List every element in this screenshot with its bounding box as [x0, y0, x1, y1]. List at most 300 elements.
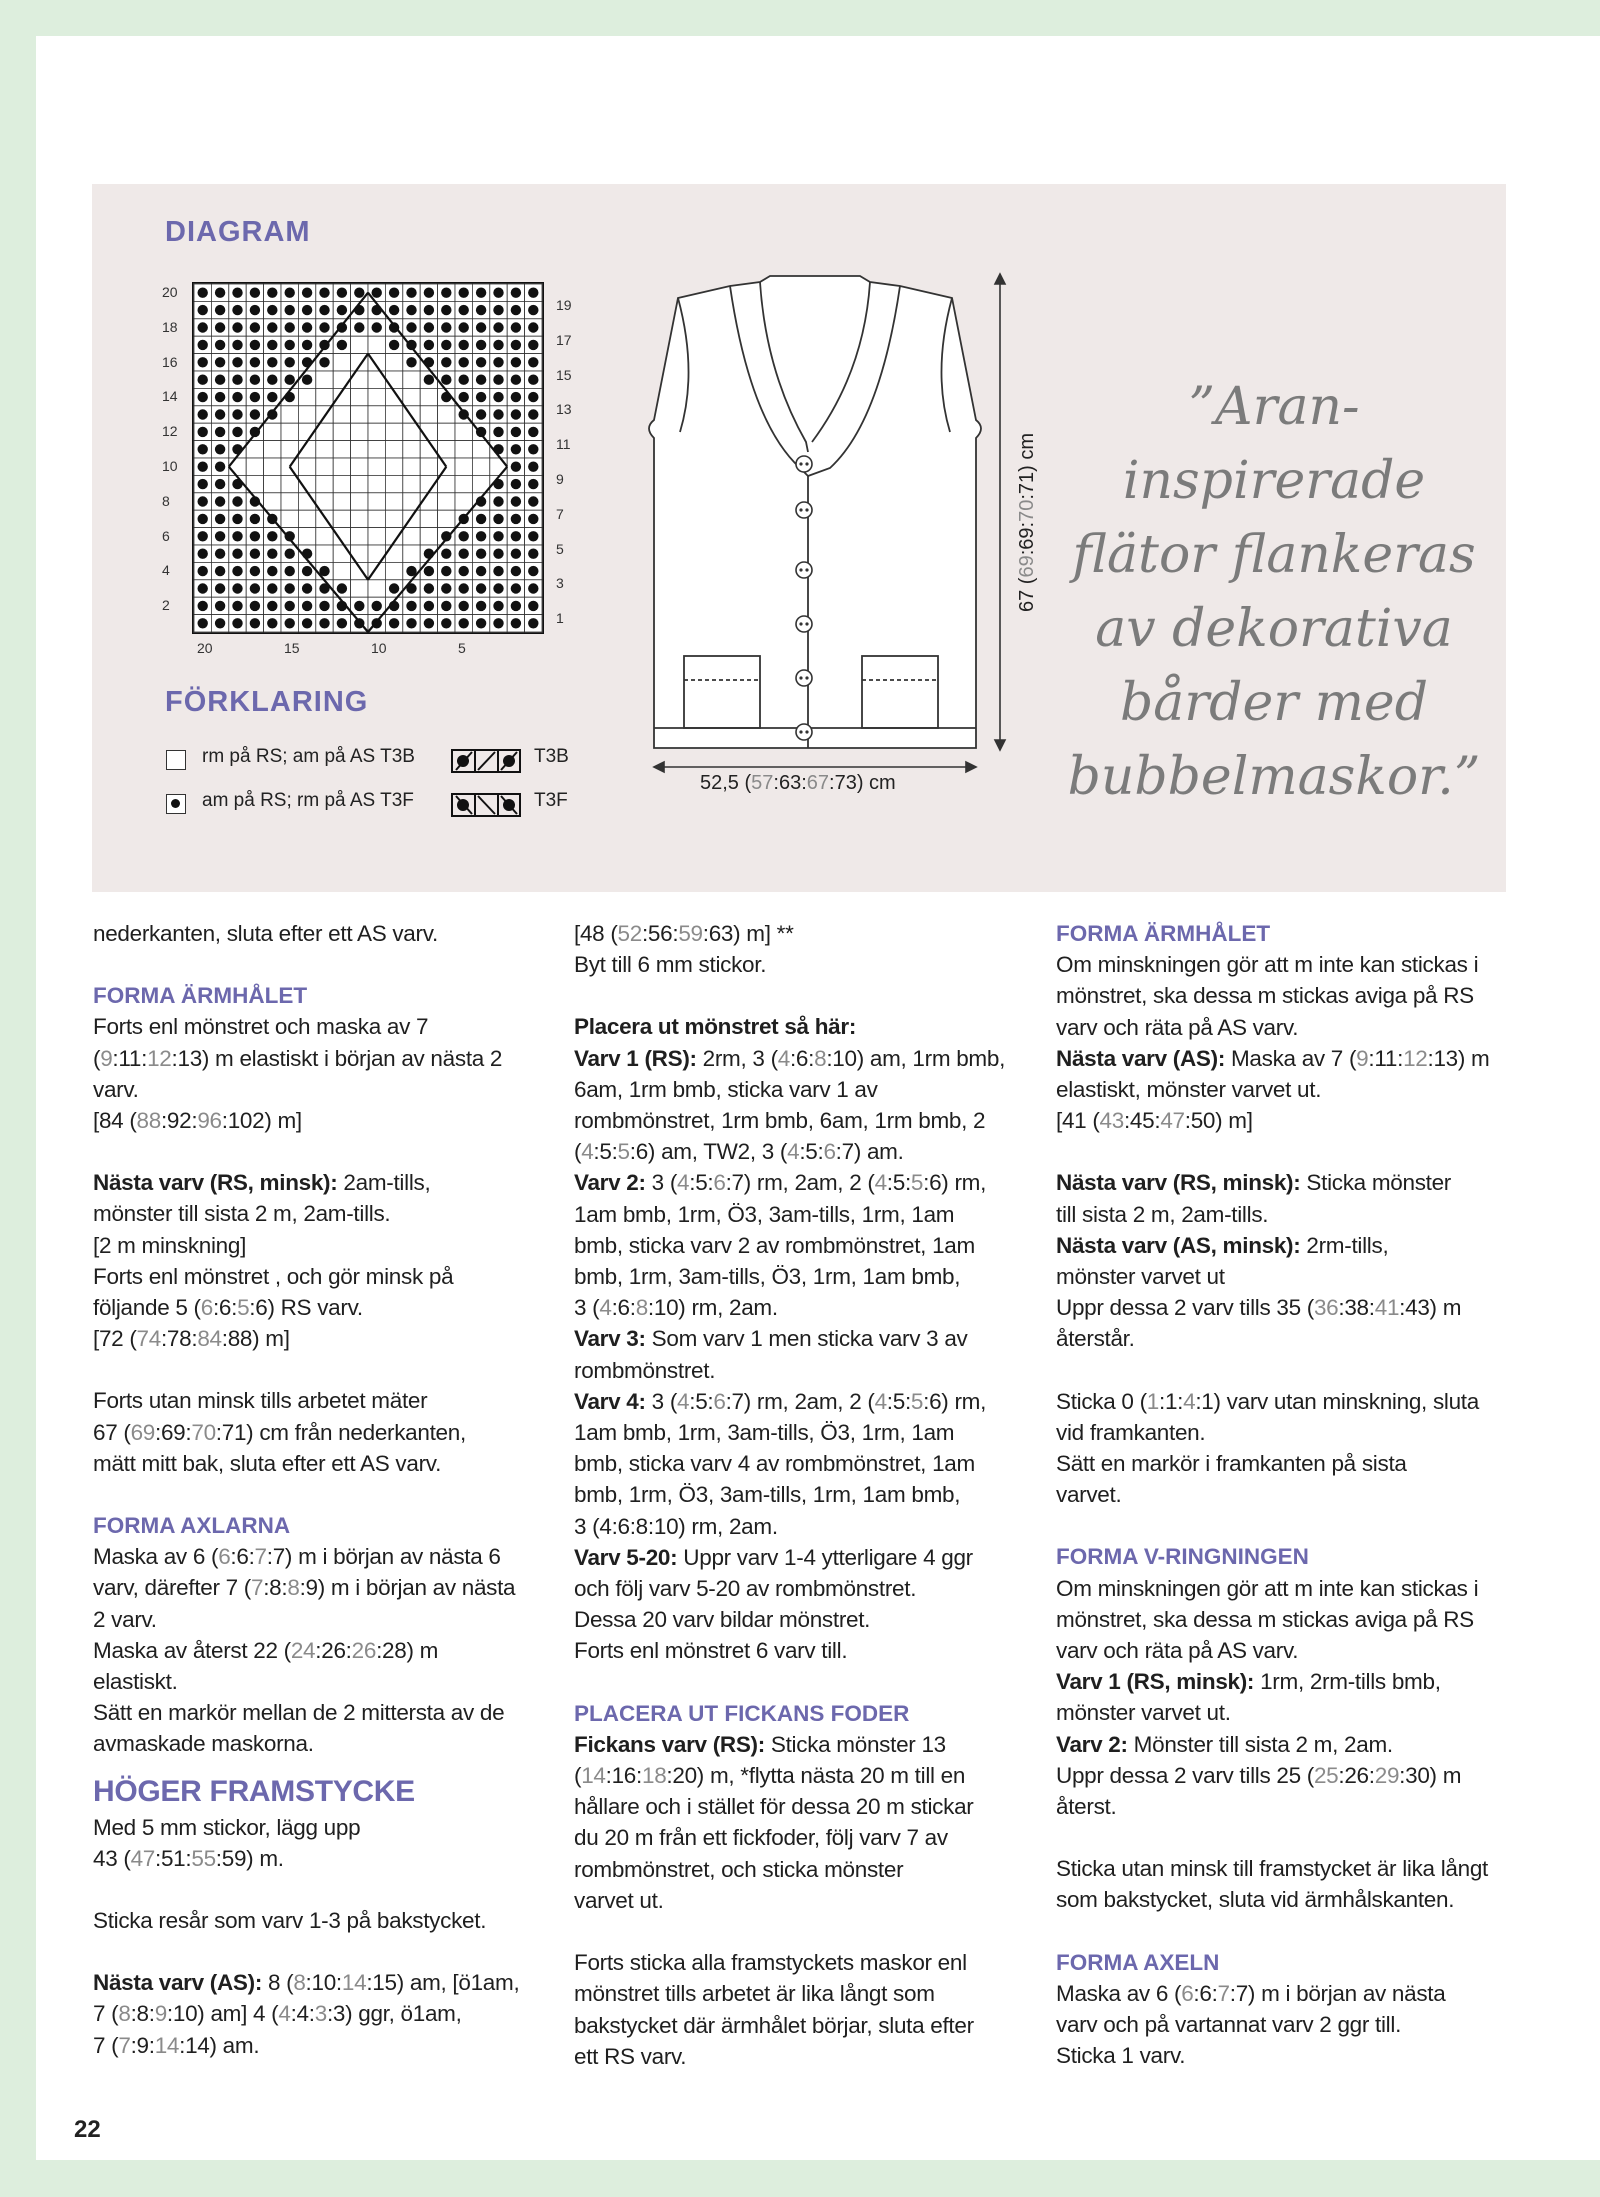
purl-dot — [215, 305, 225, 315]
chart-cell — [403, 441, 420, 458]
purl-dot — [198, 444, 208, 454]
purl-dot — [198, 392, 208, 402]
chart-cell — [316, 388, 333, 405]
purl-dot — [250, 340, 260, 350]
cable-label-t3b: T3B — [534, 746, 569, 767]
purl-dot — [441, 566, 451, 576]
chart-cell — [281, 493, 298, 510]
purl-dot — [215, 357, 225, 367]
purl-dot — [285, 566, 295, 576]
text-column-1: nederkanten, sluta efter ett AS varv. FORMA ÄRMHÅLET Forts enl mönstret och maska av 7 (9:11:12:13) m elastiskt i början av nästa 2 varv. [84 (88:92:96:102) m] Nästa varv (RS, minsk): 2am-tills, mönster till sista 2 m, 2am-tills. [2 m minskning] Forts enl mönstret , och gör minsk på följande 5 (6:6:5:6) RS varv. [72 (74:78:84:88) m] Forts utan minsk tills arbetet mäter 67 (69:69:70:71) cm från nederkanten, mätt mitt bak, sluta efter ett AS varv. FORMA AXLARNA Maska av 6 (6:6:7:7) m i början av nästa 6 varv, därefter 7 (7:8:8:9) m i början av nästa 2 varv. Maska av återst 22 (24:26:26:28) m elastiskt. Sätt en markör mellan de 2 mittersta av de avmaskade maskorna. HÖGER FRAMSTYCKE Med 5 mm stickor, lägg upp 43 (47:51:55:59) m. Sticka resår som varv 1-3 på bakstycket. Nästa varv (AS): 8 (8:10:14:15) am, [ö1am, 7 (8:8:9:10) am] 4 (4:4:3:3) ggr, ö1am, 7 (7:9:14:14) am. — [93, 918, 549, 2061]
purl-dot — [476, 583, 486, 593]
purl-dot — [267, 375, 277, 385]
purl-dot — [319, 288, 329, 298]
purl-dot — [424, 601, 434, 611]
chart-cell — [420, 388, 437, 405]
chart-cell — [438, 475, 455, 492]
purl-dot — [511, 427, 521, 437]
chart-cell — [333, 510, 350, 527]
purl-dot — [441, 375, 451, 385]
chart-cell — [368, 493, 385, 510]
chart-cell — [264, 458, 281, 475]
purl-dot — [250, 322, 260, 332]
purl-dot — [215, 392, 225, 402]
purl-dot — [232, 496, 242, 506]
purl-dot — [198, 357, 208, 367]
chart-cell — [298, 510, 315, 527]
purl-dot — [424, 375, 434, 385]
section-heading: FORMA AXELN — [1056, 1949, 1220, 1975]
chart-cell — [281, 475, 298, 492]
chart-cell — [455, 493, 472, 510]
purl-dot — [511, 601, 521, 611]
purl-dot — [476, 618, 486, 628]
chart-cell — [385, 458, 402, 475]
purl-dot — [476, 288, 486, 298]
purl-dot — [302, 322, 312, 332]
chart-cell — [351, 441, 368, 458]
purl-dot — [285, 322, 295, 332]
chart-cell — [420, 458, 437, 475]
purl-dot — [215, 496, 225, 506]
chart-cell — [316, 458, 333, 475]
chart-cell — [333, 423, 350, 440]
chart-cell — [385, 493, 402, 510]
chart-cell — [264, 441, 281, 458]
purl-dot — [215, 583, 225, 593]
purl-dot — [198, 409, 208, 419]
chart-cell — [333, 475, 350, 492]
purl-dot — [267, 322, 277, 332]
diagram-heading: DIAGRAM — [165, 216, 311, 248]
row-label: 5 — [556, 540, 564, 557]
purl-dot — [511, 549, 521, 559]
chart-cell — [368, 388, 385, 405]
purl-dot — [198, 496, 208, 506]
purl-dot — [215, 288, 225, 298]
chart-cell — [298, 406, 315, 423]
purl-dot — [493, 583, 503, 593]
purl-dot — [337, 305, 347, 315]
purl-dot — [511, 444, 521, 454]
chart-cell — [403, 528, 420, 545]
cable-symbols — [450, 748, 524, 820]
purl-dot — [441, 618, 451, 628]
purl-dot — [424, 583, 434, 593]
purl-dot — [406, 288, 416, 298]
purl-dot — [493, 618, 503, 628]
purl-dot — [285, 357, 295, 367]
purl-dot — [476, 305, 486, 315]
row-label: 18 — [162, 318, 178, 335]
section-heading: FORMA AXLARNA — [93, 1513, 291, 1539]
chart-cell — [385, 441, 402, 458]
purl-dot — [215, 531, 225, 541]
purl-dot — [198, 305, 208, 315]
purl-dot — [528, 392, 538, 402]
chart-cell — [351, 406, 368, 423]
legend-item-1: rm på RS; am på AS T3B — [202, 746, 415, 767]
purl-dot — [441, 340, 451, 350]
purl-dot — [250, 618, 260, 628]
purl-dot — [493, 322, 503, 332]
purl-dot — [285, 583, 295, 593]
purl-dot — [285, 305, 295, 315]
chart-cell — [351, 336, 368, 353]
purl-dot — [337, 618, 347, 628]
purl-dot — [493, 496, 503, 506]
purl-dot — [267, 392, 277, 402]
purl-dot — [250, 375, 260, 385]
purl-dot — [511, 305, 521, 315]
purl-dot — [493, 305, 503, 315]
chart-cell — [438, 441, 455, 458]
purl-dot — [198, 479, 208, 489]
purl-dot — [354, 601, 364, 611]
purl-dot — [215, 479, 225, 489]
purl-dot — [476, 322, 486, 332]
purl-dot — [528, 531, 538, 541]
chart-cell — [385, 354, 402, 371]
purl-dot — [267, 583, 277, 593]
column-label: 5 — [458, 640, 466, 656]
row-label: 11 — [556, 436, 571, 453]
purl-dot — [337, 340, 347, 350]
chart-cell — [385, 510, 402, 527]
chart-cell — [455, 458, 472, 475]
chart-cell — [333, 441, 350, 458]
purl-dot — [372, 601, 382, 611]
purl-dot — [511, 583, 521, 593]
purl-dot — [406, 305, 416, 315]
purl-dot — [476, 531, 486, 541]
purl-dot — [267, 566, 277, 576]
purl-dot — [250, 549, 260, 559]
purl-dot — [232, 340, 242, 350]
purl-dot — [267, 357, 277, 367]
cable-label-t3f: T3F — [534, 790, 568, 811]
purl-dot — [493, 340, 503, 350]
purl-dot — [302, 566, 312, 576]
purl-dot — [250, 409, 260, 419]
purl-dot — [511, 409, 521, 419]
chart-cell — [246, 458, 263, 475]
purl-dot — [372, 288, 382, 298]
section-heading: PLACERA UT FICKANS FODER — [574, 1700, 910, 1726]
purl-dot — [528, 322, 538, 332]
purl-dot — [319, 305, 329, 315]
row-label: 7 — [556, 505, 564, 522]
purl-dot — [528, 357, 538, 367]
purl-dot — [389, 583, 399, 593]
purl-dot — [493, 531, 503, 541]
text-column-2: [48 (52:56:59:63) m] ** Byt till 6 mm stickor. Placera ut mönstret så här: Varv 1 (RS): 2rm, 3 (4:6:8:10) am, 1rm bmb, 6am, 1rm bmb, sticka varv 1 av rombmönstret, 1rm bmb, 6am, 1rm bmb, 2 (4:5:5:6) am, TW2, 3 (4:5:6:7) am. Varv 2: 3 (4:5:6:7) rm, 2am, 2 (4:5:5:6) rm, 1am bmb, 1rm, Ö3, 3am-tills, 1rm, 1am bmb, sticka varv 2 av rombmönstret, 1am bmb, 1rm, 3am-tills, Ö3, 1rm, 1am bmb, 3 (4:6:8:10) rm, 2am. Varv 3: Som varv 1 men sticka varv 3 av rombmönstret. Varv 4: 3 (4:5:6:7) rm, 2am, 2 (4:5:5:6) rm, 1am bmb, 1rm, 3am-tills, Ö3, 1rm, 1am bmb, sticka varv 4 av rombmönstret, 1am bmb, 1rm, Ö3, 3am-tills, 1rm, 1am bmb, 3 (4:6:8:10) rm, 2am. Varv 5-20: Uppr varv 1-4 ytterligare 4 ggr och följ varv 5-20 av rombmönstret. Dessa 20 varv bildar mönstret. Forts enl mönstret 6 varv till. PLACERA UT FICKANS FODER Fickans varv (RS): Sticka mönster 13 (14:16:18:20) m, *flytta nästa 20 m till en hållare och i stället för dessa 20 m stickar du 20 m från ett fickfoder, följ varv 7 av rombmönstret, och sticka mönster varvet ut. Forts sticka alla framstyckets maskor enl mönstret tills arbetet är lika långt som bakstycket där ärmhålet börjar, sluta efter ett RS varv. — [574, 918, 1030, 2072]
row-label: 16 — [162, 353, 178, 370]
purl-dot — [424, 340, 434, 350]
row-label: 14 — [162, 388, 178, 405]
row-label: 20 — [162, 284, 178, 300]
purl-dot — [528, 409, 538, 419]
purl-dot — [250, 357, 260, 367]
purl-dot — [424, 305, 434, 315]
chart-cell — [368, 336, 385, 353]
column-label: 10 — [371, 640, 387, 656]
chart-cell — [281, 423, 298, 440]
chart-cell — [472, 458, 489, 475]
chart-cell — [438, 510, 455, 527]
purl-dot — [493, 392, 503, 402]
purl-dot — [528, 479, 538, 489]
section-title: HÖGER FRAMSTYCKE — [93, 1774, 415, 1808]
chart-cell — [438, 423, 455, 440]
section-heading: FORMA ÄRMHÅLET — [1056, 921, 1271, 946]
purl-dot — [232, 601, 242, 611]
chart-cell — [403, 458, 420, 475]
row-label: 8 — [162, 492, 170, 509]
chart-cell — [351, 580, 368, 597]
purl-dot — [528, 427, 538, 437]
purl-dot — [198, 462, 208, 472]
purl-dot — [198, 340, 208, 350]
purl-dot — [232, 375, 242, 385]
purl-dot — [441, 288, 451, 298]
purl-dot — [406, 357, 416, 367]
purl-dot — [459, 288, 469, 298]
purl-dot — [267, 340, 277, 350]
purl-dot — [267, 288, 277, 298]
purl-dot — [285, 549, 295, 559]
purl-dot — [459, 305, 469, 315]
knitting-chart — [192, 282, 544, 634]
purl-dot — [198, 566, 208, 576]
purl-dot — [528, 340, 538, 350]
purl-dot — [285, 340, 295, 350]
chart-cell — [455, 423, 472, 440]
purl-dot — [528, 462, 538, 472]
chart-cell — [264, 493, 281, 510]
purl-dot — [441, 322, 451, 332]
purl-dot — [476, 409, 486, 419]
chart-cell — [368, 580, 385, 597]
chart-cell — [333, 562, 350, 579]
purl-dot — [198, 618, 208, 628]
chart-cell — [351, 475, 368, 492]
purl-dot — [493, 375, 503, 385]
purl-dot — [232, 357, 242, 367]
purl-dot — [215, 549, 225, 559]
purl-dot — [250, 392, 260, 402]
purl-dot — [459, 357, 469, 367]
height-measurement: 67 (69:69:70:71) cm — [1016, 432, 1038, 612]
purl-dot — [389, 618, 399, 628]
purl-dot — [285, 618, 295, 628]
column-label: 20 — [197, 640, 213, 656]
legend-heading: FÖRKLARING — [165, 686, 369, 718]
row-label: 19 — [556, 297, 572, 313]
purl-dot — [302, 375, 312, 385]
chart-cell — [385, 562, 402, 579]
purl-dot — [459, 583, 469, 593]
purl-dot — [232, 618, 242, 628]
purl-dot — [528, 583, 538, 593]
row-label: 4 — [162, 562, 170, 579]
chart-cell — [385, 545, 402, 562]
purl-dot — [215, 601, 225, 611]
purl-dot — [511, 479, 521, 489]
purl-dot — [285, 601, 295, 611]
chart-cell — [351, 528, 368, 545]
row-label: 13 — [556, 401, 572, 418]
chart-cell — [351, 493, 368, 510]
purl-dot — [459, 601, 469, 611]
purl-dot — [302, 340, 312, 350]
purl-dot — [459, 566, 469, 576]
purl-dot — [250, 566, 260, 576]
purl-dot — [250, 531, 260, 541]
row-label: 9 — [556, 471, 564, 487]
purl-dot — [476, 375, 486, 385]
chart-cell — [333, 371, 350, 388]
purl-dot — [493, 514, 503, 524]
purl-dot — [198, 514, 208, 524]
purl-dot — [337, 288, 347, 298]
chart-cell — [403, 388, 420, 405]
purl-dot — [198, 322, 208, 332]
chart-cell — [264, 423, 281, 440]
purl-dot — [528, 618, 538, 628]
purl-dot — [528, 496, 538, 506]
width-measurement: 52,5 (57:63:67:73) cm — [700, 772, 896, 794]
purl-dot — [476, 514, 486, 524]
chart-cell — [368, 510, 385, 527]
purl-dot — [198, 288, 208, 298]
purl-dot — [528, 444, 538, 454]
chart-cell — [264, 475, 281, 492]
knit-stitch-symbol — [166, 750, 186, 770]
chart-cell — [316, 528, 333, 545]
legend-item-2: am på RS; rm på AS T3F — [202, 790, 414, 811]
purl-dot — [441, 583, 451, 593]
vest-schematic — [640, 262, 1040, 792]
purl-dot — [215, 618, 225, 628]
purl-dot — [511, 322, 521, 332]
purl-dot — [250, 583, 260, 593]
purl-dot — [337, 583, 347, 593]
purl-dot — [267, 601, 277, 611]
row-label: 2 — [162, 597, 170, 614]
purl-dot — [285, 288, 295, 298]
chart-cell — [455, 441, 472, 458]
purl-dot — [319, 357, 329, 367]
row-label: 10 — [162, 458, 178, 474]
purl-dot — [459, 340, 469, 350]
purl-dot — [459, 531, 469, 541]
purl-dot — [372, 322, 382, 332]
chart-cell — [368, 458, 385, 475]
chart-cell — [351, 423, 368, 440]
chart-cell — [438, 406, 455, 423]
purl-dot — [476, 340, 486, 350]
purl-dot — [528, 288, 538, 298]
purl-dot — [406, 601, 416, 611]
purl-dot — [215, 409, 225, 419]
purl-dot — [493, 427, 503, 437]
purl-dot — [250, 514, 260, 524]
purl-dot — [493, 566, 503, 576]
purl-dot — [389, 340, 399, 350]
chart-cell — [333, 493, 350, 510]
purl-dot — [493, 288, 503, 298]
purl-dot — [511, 618, 521, 628]
purl-dot — [528, 566, 538, 576]
chart-cell — [403, 475, 420, 492]
row-label: 3 — [556, 575, 564, 592]
chart-cell — [420, 510, 437, 527]
purl-dot — [511, 566, 521, 576]
purl-dot — [528, 375, 538, 385]
purl-dot — [198, 601, 208, 611]
purl-dot — [459, 618, 469, 628]
purl-dot — [215, 322, 225, 332]
purl-dot — [476, 601, 486, 611]
purl-dot — [441, 601, 451, 611]
purl-dot — [215, 340, 225, 350]
purl-dot — [528, 549, 538, 559]
chart-cell — [490, 458, 507, 475]
row-label: 17 — [556, 331, 572, 348]
row-label: 6 — [162, 527, 170, 544]
purl-dot — [528, 305, 538, 315]
purl-dot — [476, 549, 486, 559]
purl-dot — [198, 583, 208, 593]
purl-dot — [511, 514, 521, 524]
purl-dot — [493, 409, 503, 419]
purl-dot — [511, 340, 521, 350]
chart-cell — [298, 528, 315, 545]
chart-cell — [420, 406, 437, 423]
chart-cell — [229, 458, 246, 475]
purl-dot — [302, 583, 312, 593]
purl-dot — [511, 496, 521, 506]
purl-dot — [198, 427, 208, 437]
chart-cell — [368, 475, 385, 492]
purl-dot — [424, 322, 434, 332]
chart-cell — [420, 528, 437, 545]
chart-cell — [333, 406, 350, 423]
chart-cell — [333, 354, 350, 371]
chart-cell — [403, 371, 420, 388]
chart-cell — [368, 528, 385, 545]
purl-dot — [459, 375, 469, 385]
purl-dot — [424, 566, 434, 576]
purl-dot — [319, 601, 329, 611]
purl-dot — [354, 288, 364, 298]
chart-cell — [351, 458, 368, 475]
purl-dot — [493, 357, 503, 367]
purl-dot — [267, 549, 277, 559]
chart-cell — [316, 545, 333, 562]
text-column-3: FORMA ÄRMHÅLET Om minskningen gör att m inte kan stickas i mönstret, ska dessa m stickas aviga på RS varv och räta på AS varv. Nästa varv (AS): Maska av 7 (9:11:12:13) m elastiskt, mönster varvet ut. [41 (43:45:47:50) m] Nästa varv (RS, minsk): Sticka mönster till sista 2 m, 2am-tills. Nästa varv (AS, minsk): 2rm-tills, mönster varvet ut Uppr dessa 2 varv tills 35 (36:38:41:43) m återstår. Sticka 0 (1:1:4:1) varv utan minskning, sluta vid framkanten. Sätt en markör i framkanten på sista varvet. FORMA V-RINGNINGEN Om minskningen gör att m inte kan stickas i mönstret, ska dessa m stickas aviga på RS varv och räta på AS varv. Varv 1 (RS, minsk): 1rm, 2rm-tills bmb, mönster varvet ut. Varv 2: Mönster till sista 2 m, 2am. Uppr dessa 2 varv tills 25 (25:26:29:30) m återst. Sticka utan minsk till framstycket är lika långt som bakstycket, sluta vid ärmhålskanten. FORMA AXELN Maska av 6 (6:6:7:7) m i början av nästa varv och på vartannat varv 2 ggr till. Sticka 1 varv. — [1056, 918, 1512, 2072]
purl-dot — [476, 392, 486, 402]
chart-cell — [403, 545, 420, 562]
purl-dot — [528, 514, 538, 524]
purl-dot — [493, 549, 503, 559]
purl-dot — [232, 305, 242, 315]
chart-cell — [333, 458, 350, 475]
chart-cell — [351, 510, 368, 527]
purl-dot — [511, 288, 521, 298]
row-label: 12 — [162, 423, 178, 440]
